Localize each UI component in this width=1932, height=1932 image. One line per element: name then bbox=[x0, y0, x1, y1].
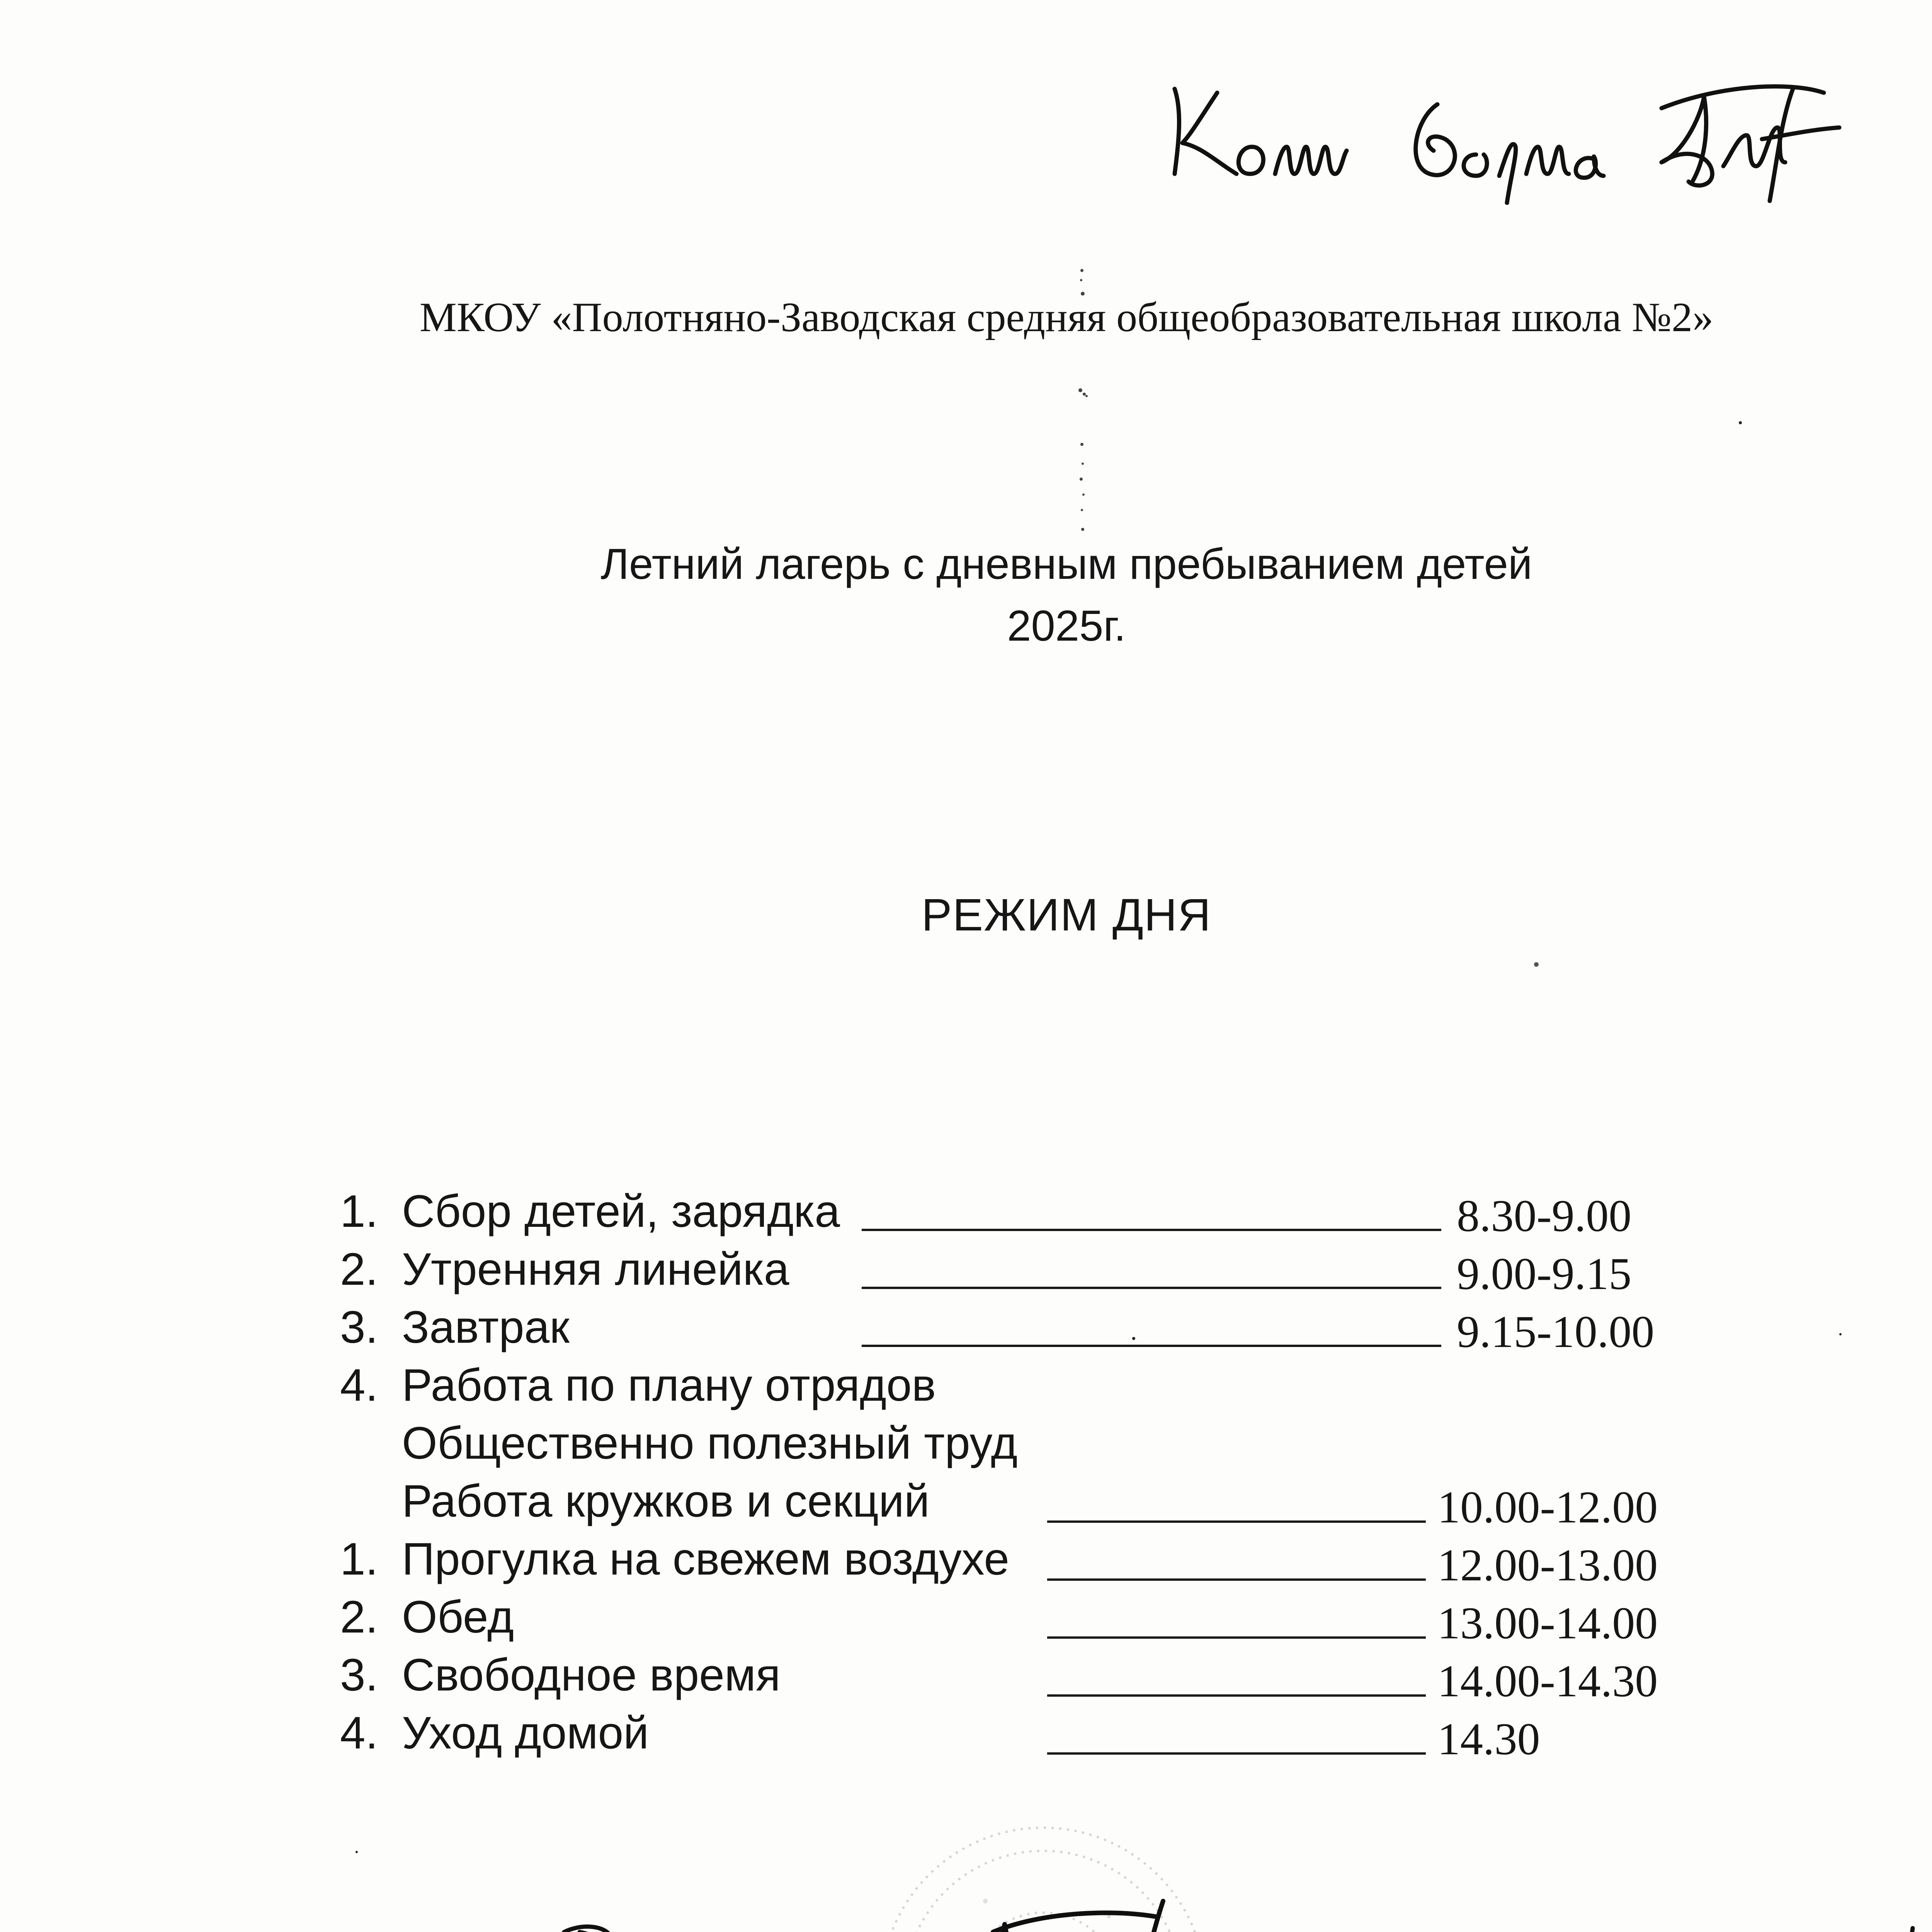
school-name: МКОУ «Полотняно-Заводская средняя общеобразовательная школа №2» bbox=[419, 294, 1714, 340]
director-name bbox=[1294, 1913, 1327, 1917]
item-time: 14.00-14.30 bbox=[1437, 1656, 1658, 1706]
schedule-item bbox=[340, 1356, 1692, 1414]
item-time: 14.30 bbox=[1437, 1714, 1540, 1764]
item-label: Работа по плану отрядов bbox=[402, 1360, 936, 1411]
leader-line bbox=[862, 1229, 1441, 1231]
schedule-heading: РЕЖИМ ДНЯ bbox=[921, 889, 1212, 940]
director-role-handwriting bbox=[541, 1909, 842, 1932]
certification-handwriting bbox=[1159, 58, 1855, 205]
item-label: Обед bbox=[402, 1592, 514, 1643]
item-number: 4. bbox=[340, 1708, 378, 1759]
schedule-item bbox=[340, 1182, 1692, 1240]
camp-year: 2025г. bbox=[1007, 602, 1126, 650]
item-number: 4. bbox=[340, 1360, 378, 1411]
director-signature bbox=[947, 1886, 1217, 1932]
scan-speck bbox=[1739, 421, 1742, 424]
item-label: Утренняя линейка bbox=[402, 1244, 789, 1295]
item-label: Общественно полезный труд bbox=[402, 1418, 1018, 1469]
leader-line bbox=[1047, 1694, 1426, 1697]
item-number: 1. bbox=[340, 1534, 378, 1585]
item-label: Сбор детей, зарядка bbox=[402, 1186, 840, 1237]
schedule-item bbox=[340, 1530, 1692, 1588]
director-role bbox=[541, 1909, 558, 1913]
item-label: Завтрак bbox=[402, 1302, 570, 1353]
item-time: 8.30-9.00 bbox=[1457, 1190, 1632, 1241]
scan-speck bbox=[355, 1851, 358, 1853]
scan-speck bbox=[1839, 1333, 1842, 1335]
schedule-item bbox=[340, 1704, 1692, 1762]
leader-line bbox=[1047, 1636, 1426, 1639]
camp-title: Летний лагерь с дневным пребыванием детей bbox=[600, 540, 1532, 588]
item-label: Прогулка на свежем воздухе bbox=[402, 1534, 1010, 1585]
item-label: Свободное время bbox=[402, 1650, 781, 1701]
item-label: Уход домой bbox=[402, 1708, 649, 1759]
schedule-item bbox=[340, 1298, 1692, 1356]
item-number: 2. bbox=[340, 1244, 378, 1295]
item-time: 12.00-13.00 bbox=[1437, 1540, 1658, 1590]
item-number: 3. bbox=[340, 1650, 378, 1701]
director-name-handwriting bbox=[1294, 1913, 1932, 1932]
schedule-item bbox=[340, 1646, 1692, 1704]
schedule-item bbox=[340, 1588, 1692, 1646]
item-time: 10.00-12.00 bbox=[1437, 1482, 1658, 1532]
daily-schedule-list bbox=[340, 1182, 1692, 1801]
certification-note bbox=[1159, 58, 1182, 62]
schedule-item bbox=[340, 1472, 1692, 1530]
item-time: 9.00-9.15 bbox=[1457, 1248, 1632, 1299]
item-number: 3. bbox=[340, 1302, 378, 1353]
item-number: 2. bbox=[340, 1592, 378, 1643]
scan-speck bbox=[1534, 962, 1539, 967]
item-time: 13.00-14.00 bbox=[1437, 1598, 1658, 1648]
schedule-item bbox=[340, 1414, 1692, 1472]
leader-line bbox=[862, 1287, 1441, 1289]
leader-line bbox=[1047, 1578, 1426, 1581]
item-label: Работа кружков и секций bbox=[402, 1476, 930, 1527]
item-time: 9.15-10.00 bbox=[1457, 1306, 1655, 1357]
leader-line bbox=[862, 1345, 1441, 1347]
item-number: 1. bbox=[340, 1186, 378, 1237]
scan-speck bbox=[1132, 1337, 1135, 1340]
schedule-item bbox=[340, 1240, 1692, 1298]
leader-line bbox=[1047, 1520, 1426, 1523]
leader-line bbox=[1047, 1752, 1426, 1755]
